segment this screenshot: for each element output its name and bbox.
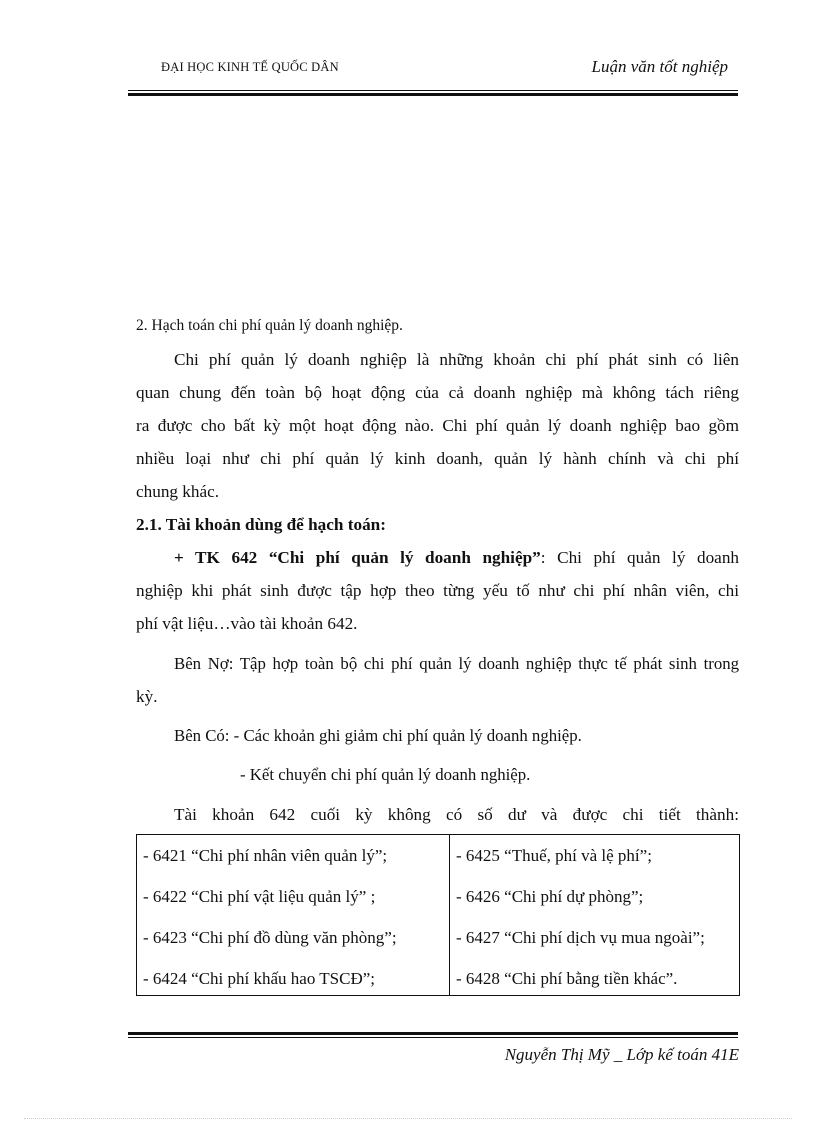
table-right-row-2: - 6426 “Chi phí dự phòng”; <box>456 887 644 906</box>
header-doc-type: Luận văn tốt nghiệp <box>591 57 728 76</box>
section-title: 2. Hạch toán chi phí quản lý doanh nghiệp. <box>136 317 403 334</box>
table-divider <box>449 835 450 995</box>
credit-line-2: - Kết chuyển chi phí quản lý doanh nghiệp. <box>240 765 531 784</box>
table-right-row-1: - 6425 “Thuế, phí và lệ phí”; <box>456 846 652 865</box>
intro-line-1: Chi phí quản lý doanh nghiệp là những khoản chi phí phát sinh có liên <box>174 350 739 369</box>
header-rule-thin <box>128 90 738 91</box>
intro-line-4: nhiều loại như chi phí quản lý kinh doanh, quản lý hành chính và chi phí <box>136 449 739 468</box>
account-line-2: nghiệp khi phát sinh được tập hợp theo từng yếu tố như chi phí nhân viên, chi <box>136 581 739 600</box>
account-lead-rest: : Chi phí quản lý doanh <box>540 548 740 567</box>
account-lead: + TK 642 “Chi phí quản lý doanh nghiệp” <box>174 548 541 567</box>
intro-line-5: chung khác. <box>136 482 220 501</box>
credit-line-1: Bên Có: - Các khoản ghi giảm chi phí quản lý doanh nghiệp. <box>174 726 582 745</box>
intro-line-3: ra được cho bất kỳ một hoạt động nào. Chi phí quản lý doanh nghiệp bao gồm <box>136 416 739 435</box>
footer-rule-thin <box>128 1037 738 1038</box>
account-line-3: phí vật liệu…vào tài khoản 642. <box>136 614 358 633</box>
header-university: ĐẠI HỌC KINH TẾ QUỐC DÂN <box>161 60 339 74</box>
table-left-row-2: - 6422 “Chi phí vật liệu quản lý” ; <box>143 887 376 906</box>
debit-line-2: kỳ. <box>136 687 158 706</box>
subaccount-table <box>136 834 740 996</box>
intro-line-2: quan chung đến toàn bộ hoạt động của cả doanh nghiệp mà không tách riêng <box>136 383 739 402</box>
table-left-row-3: - 6423 “Chi phí đồ dùng văn phòng”; <box>143 928 397 947</box>
page-edge <box>24 1118 792 1119</box>
header-rule-thick <box>128 93 738 96</box>
table-right-row-3: - 6427 “Chi phí dịch vụ mua ngoài”; <box>456 928 705 947</box>
footer-author: Nguyễn Thị Mỹ _ Lớp kế toán 41E <box>504 1045 739 1064</box>
detail-intro: Tài khoản 642 cuối kỳ không có số dư và được chi tiết thành: <box>174 805 739 824</box>
account-line-1 <box>174 548 739 568</box>
subsection-title: 2.1. Tài khoản dùng để hạch toán: <box>136 515 386 534</box>
footer-rule-thick <box>128 1032 738 1035</box>
table-left-row-1: - 6421 “Chi phí nhân viên quản lý”; <box>143 846 388 865</box>
debit-line-1: Bên Nợ: Tập hợp toàn bộ chi phí quản lý doanh nghiệp thực tế phát sinh trong <box>174 654 739 673</box>
table-right-row-4: - 6428 “Chi phí bằng tiền khác”. <box>456 969 678 988</box>
table-left-row-4: - 6424 “Chi phí khấu hao TSCĐ”; <box>143 969 375 988</box>
